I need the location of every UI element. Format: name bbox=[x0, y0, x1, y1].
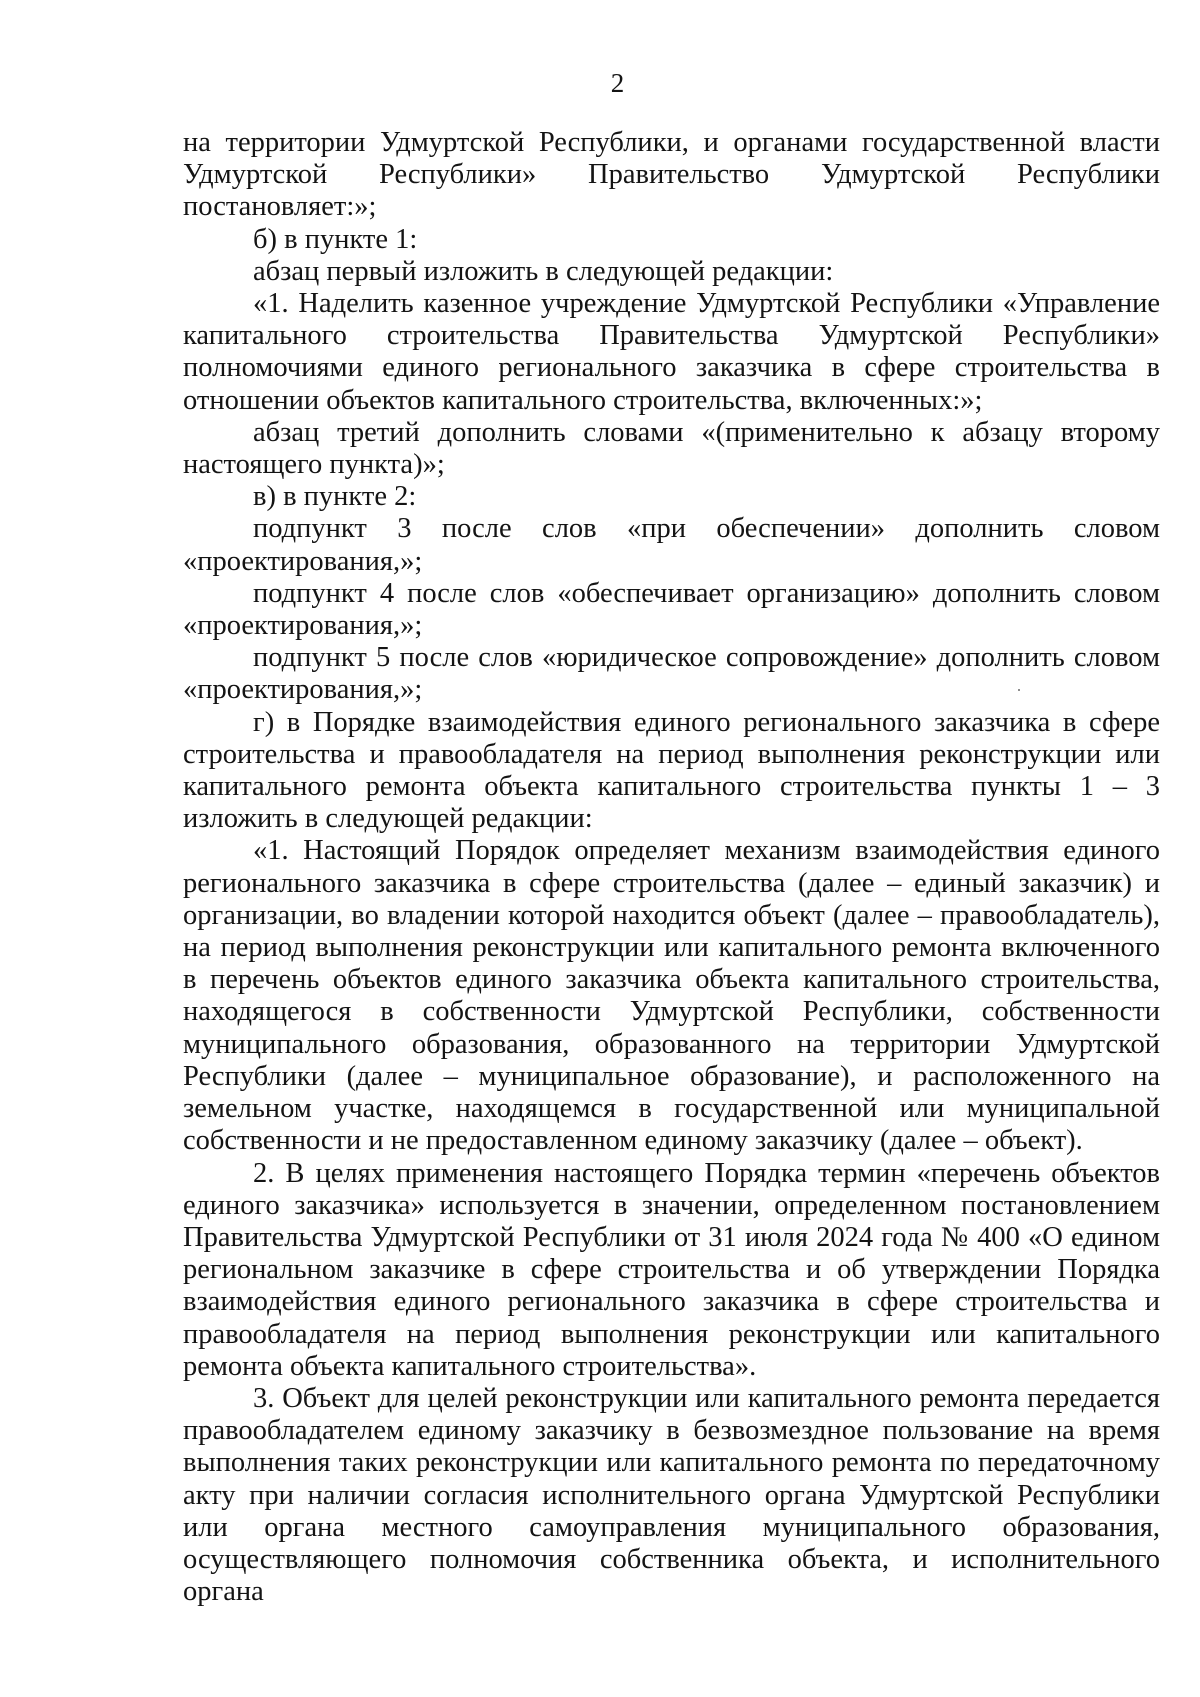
paragraph-order-item-3: 3. Объект для целей реконструкции или капитального ремонта передается правообладателем единому заказчику в безвозмездное пользование на время выполнения таких реконструкции или капитального ремонта по передаточному акту при наличии согласия исполнительного органа Удмуртской Республики или органа местного самоуправления муниципального образования, осуществляющего полномочия собственника объекта, и исполнительного органа bbox=[183, 1382, 1160, 1608]
paragraph-subitem-g: г) в Порядке взаимодействия единого регионального заказчика в сфере строительства и правообладателя на период выполнения реконструкции или капитального ремонта объекта капитального строительства пункты 1 – 3 изложить в следующей редакции: bbox=[183, 706, 1160, 835]
paragraph-amendment: подпункт 3 после слов «при обеспечении» дополнить словом «проектирования,»; bbox=[183, 513, 1160, 577]
paragraph-subitem-b: б) в пункте 1: bbox=[253, 223, 418, 255]
paragraph-instruction: абзац первый изложить в следующей редакции: bbox=[253, 255, 834, 287]
document-body bbox=[183, 127, 1160, 1608]
paragraph-amendment: подпункт 4 после слов «обеспечивает организацию» дополнить словом «проектирования,»; bbox=[183, 577, 1160, 642]
scan-speck bbox=[1018, 689, 1020, 691]
paragraph-order-item-1: «1. Настоящий Порядок определяет механизм взаимодействия единого регионального заказчика в сфере строительства (далее – единый заказчик) и организации, во владении которой находится объект (далее – правообладатель), на период выполнения реконструкции или капитального ремонта включенного в перечень объектов единого заказчика объекта капитального строительства, находящегося в собственности Удмуртской Республики, собственности муниципального образования, образованного на территории Удмуртской Республики (далее – муниципальное образование), и расположенного на земельном участке, находящемся в государственной или муниципальной собственности и не предоставленном единому заказчику (далее – объект). bbox=[183, 835, 1160, 1157]
paragraph-continuation: на территории Удмуртской Республики, и органами государственной власти Удмуртской Республики» Правительство Удмуртской Республики постановляет:»; bbox=[183, 127, 1160, 223]
page-number: 2 bbox=[610, 68, 625, 98]
paragraph-order-item-2: 2. В целях применения настоящего Порядка термин «перечень объектов единого заказчика» используется в значении, определенном постановлением Правительства Удмуртской Республики от 31 июля 2024 года № 400 «О едином региональном заказчике в сфере строительства и об утверждении Порядка взаимодействия единого регионального заказчика в сфере строительства и правообладателя на период выполнения реконструкции или капитального ремонта объекта капитального строительства». bbox=[183, 1157, 1160, 1382]
paragraph-amendment: подпункт 5 после слов «юридическое сопровождение» дополнить словом «проектирования,»; bbox=[183, 642, 1160, 706]
paragraph-instruction: абзац третий дополнить словами «(применительно к абзацу второму настоящего пункта)»; bbox=[183, 416, 1160, 481]
paragraph-quoted-item-1: «1. Наделить казенное учреждение Удмуртской Республики «Управление капитального строительства Правительства Удмуртской Республики» полномочиями единого регионального заказчика в сфере строительства в отношении объектов капитального строительства, включенных:»; bbox=[183, 288, 1160, 416]
paragraph-subitem-v: в) в пункте 2: bbox=[253, 481, 417, 513]
